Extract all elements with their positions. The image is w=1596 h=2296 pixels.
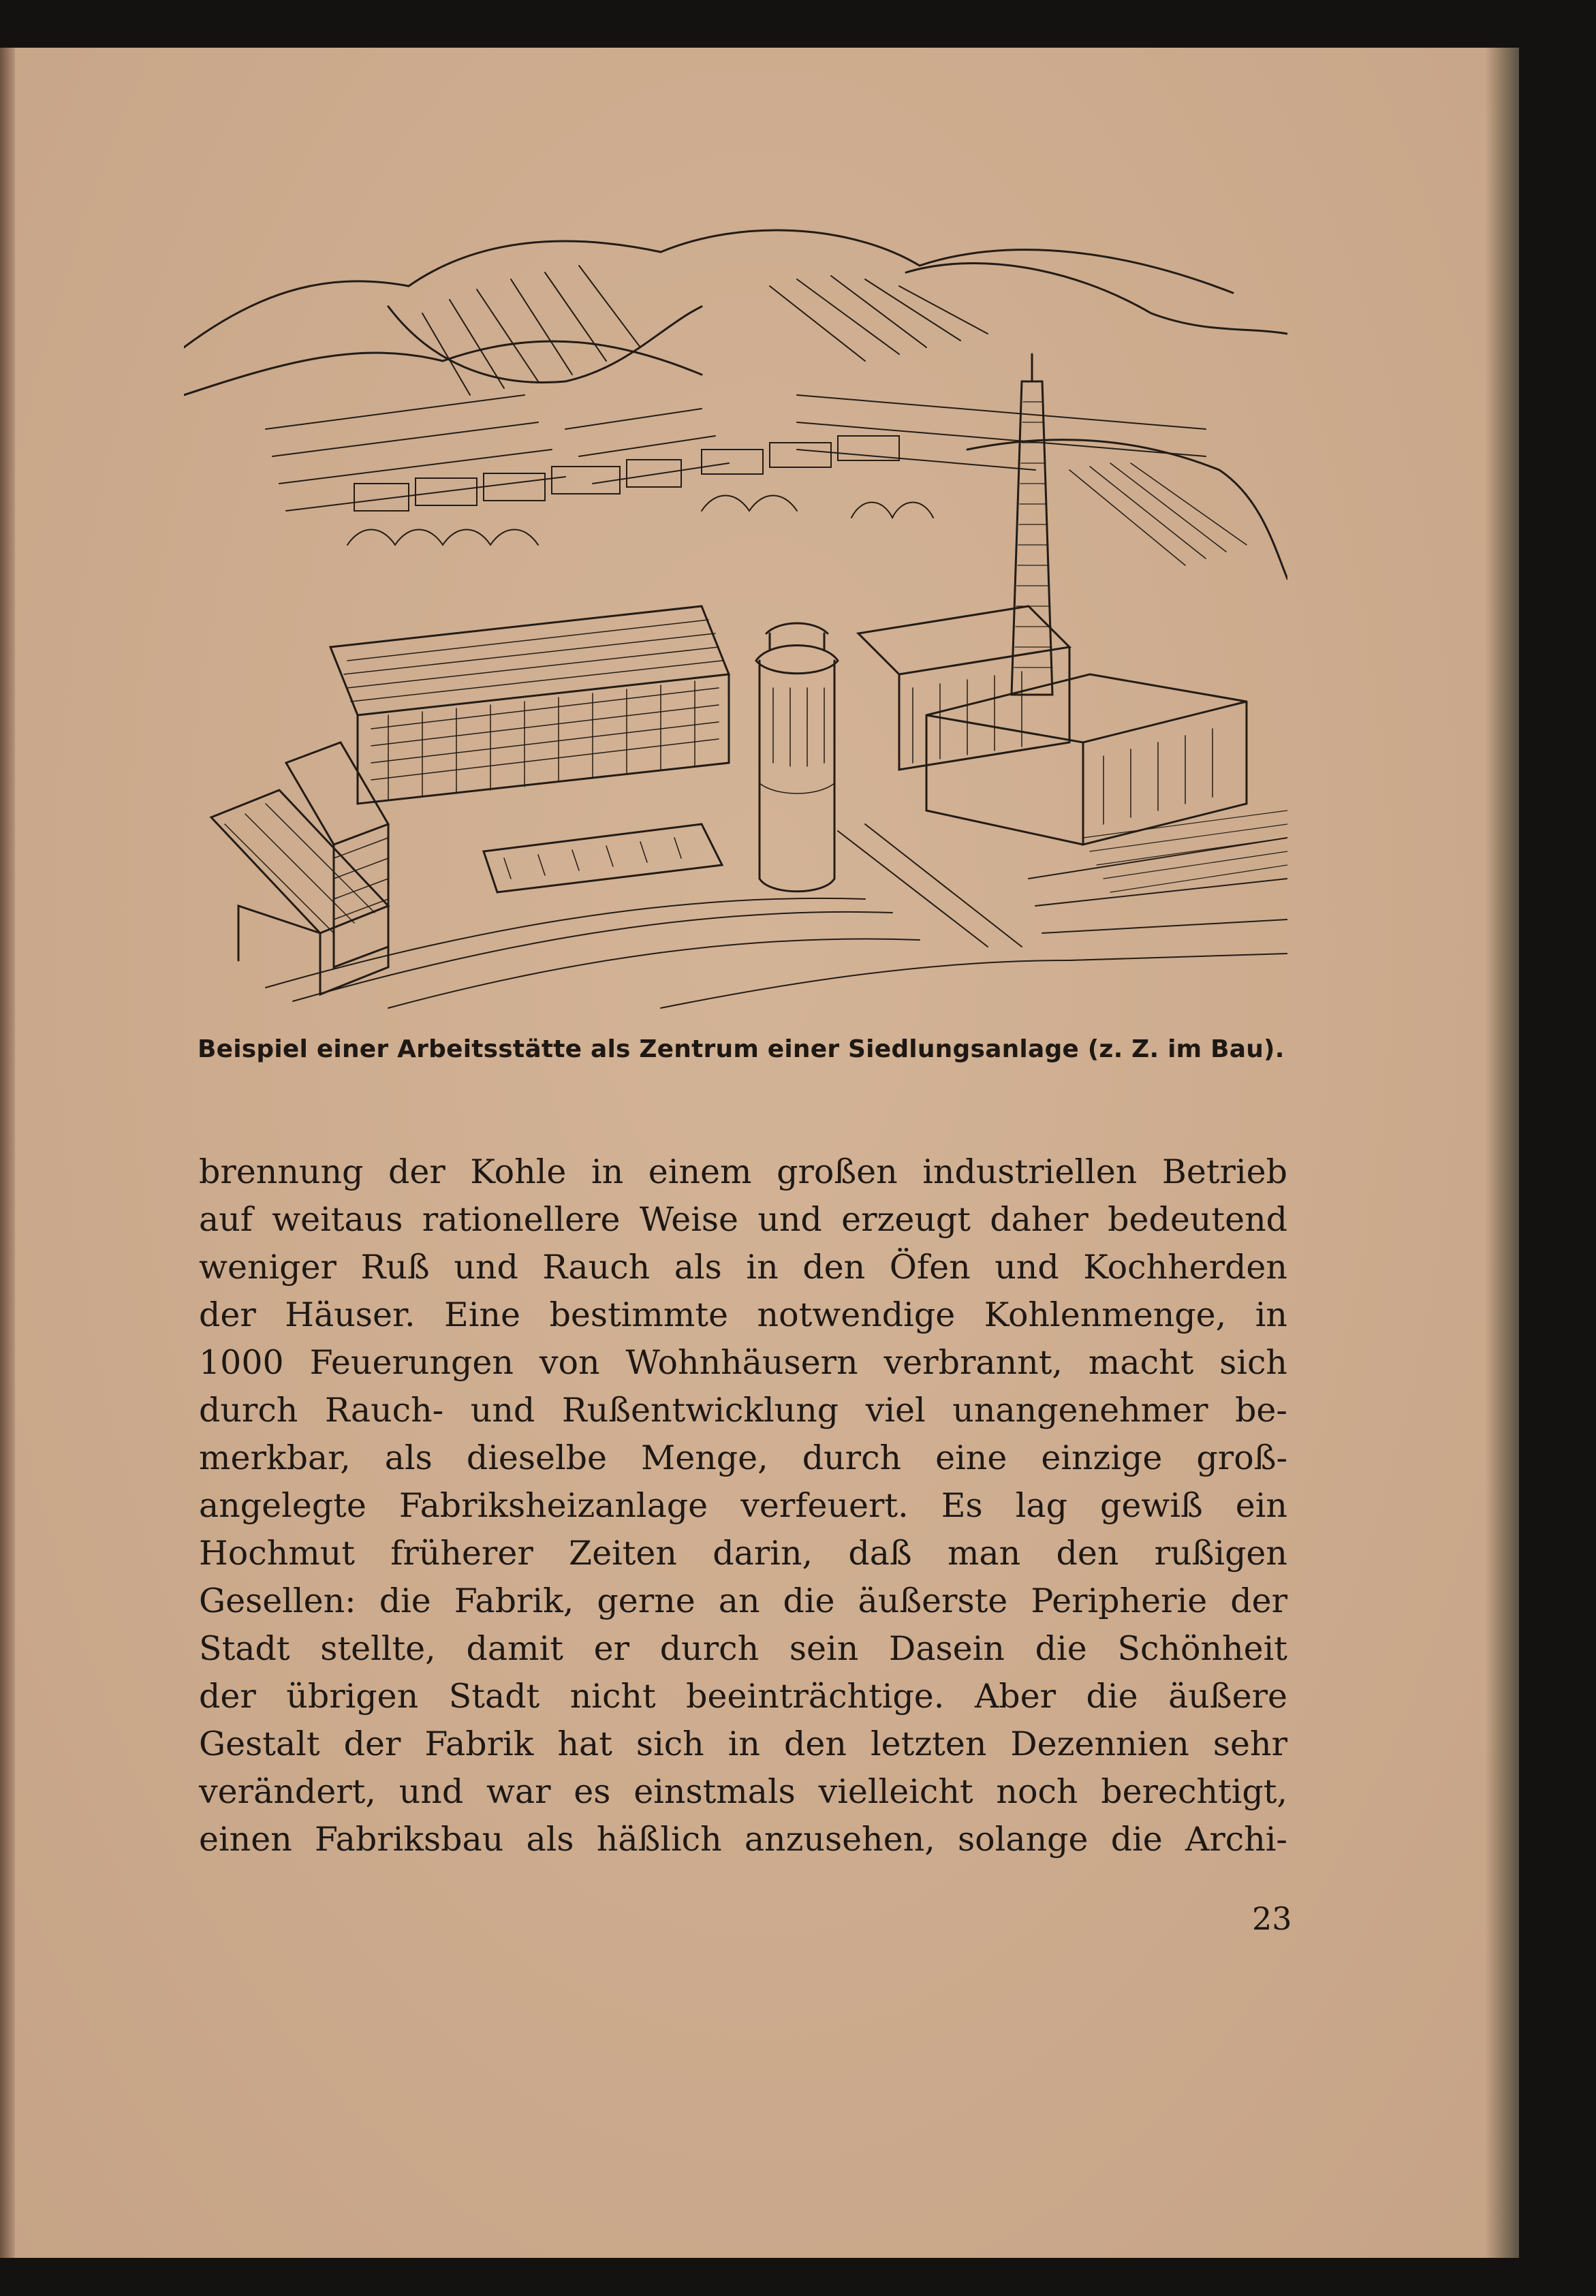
text-line: der Häuser. Eine bestimmte notwendige Kohlenmenge, in: [199, 1295, 1287, 1334]
text-line: einen Fabriksbau als häßlich anzusehen, solange die Archi-: [199, 1820, 1287, 1859]
text-line: merkbar, als dieselbe Menge, durch eine einzige groß-: [199, 1438, 1287, 1477]
text-line: brennung der Kohle in einem großen industriellen Betrieb: [199, 1152, 1287, 1191]
text-line: Gesellen: die Fabrik, gerne an die äußerste Peripherie der: [199, 1582, 1287, 1620]
text-line: 1000 Feuerungen von Wohnhäusern verbrannt, macht sich: [199, 1343, 1287, 1382]
body-text: [199, 1148, 1287, 1863]
text-line: weniger Ruß und Rauch als in den Öfen und Kochherden: [199, 1248, 1287, 1287]
text-line: Hochmut früherer Zeiten darin, daß man den rußigen: [199, 1534, 1287, 1573]
text-line: Stadt stellte, damit er durch sein Dasein die Schönheit: [199, 1629, 1287, 1668]
figure-caption: Beispiel einer Arbeitsstätte als Zentrum einer Siedlungsanlage (z. Z. im Bau).: [198, 1035, 1285, 1063]
text-line: der übrigen Stadt nicht beeinträchtige. Aber die äußere: [199, 1677, 1287, 1716]
text-line: verändert, und war es einstmals vielleicht noch berechtigt,: [199, 1772, 1287, 1811]
text-line: auf weitaus rationellere Weise und erzeugt daher bedeutend: [199, 1200, 1287, 1239]
page-number: 23: [1252, 1900, 1292, 1937]
page-edge: [1485, 48, 1519, 2258]
text-line: angelegte Fabriksheizanlage verfeuert. Es lag gewiß ein: [199, 1486, 1287, 1525]
text-line: durch Rauch- und Rußentwicklung viel unangenehmer be-: [199, 1391, 1287, 1430]
factory-illustration: [184, 225, 1287, 1015]
page-binding: [0, 48, 15, 2258]
text-line: Gestalt der Fabrik hat sich in den letzten Dezennien sehr: [199, 1725, 1287, 1763]
